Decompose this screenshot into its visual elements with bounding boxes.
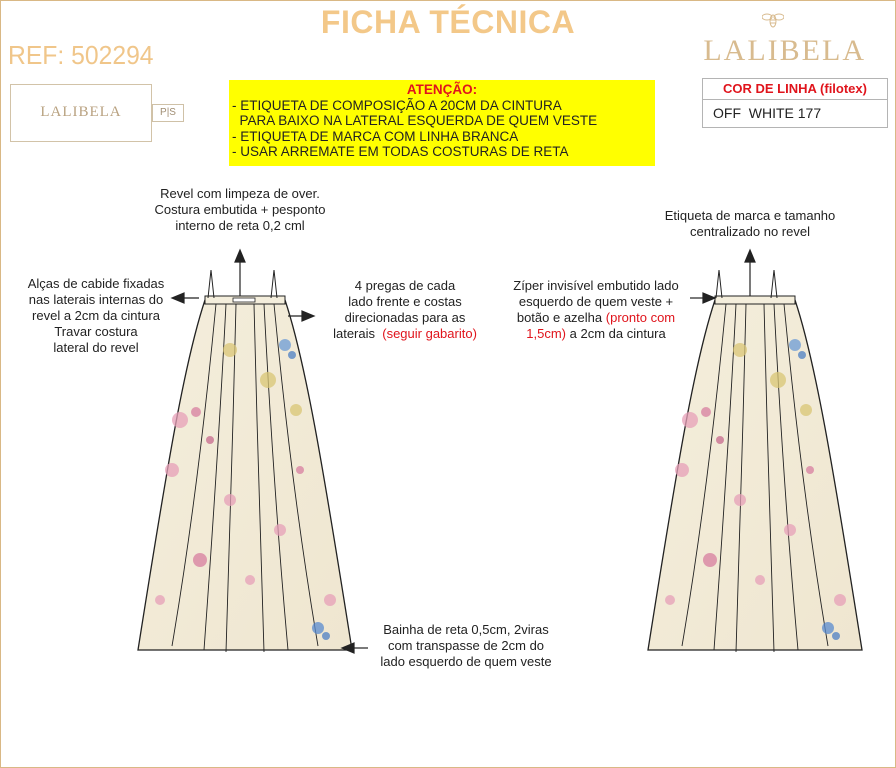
attention-line: PARA BAIXO NA LATERAL ESQUERDA DE QUEM VESTE xyxy=(232,113,598,128)
reference-number: REF: 502294 xyxy=(8,40,154,70)
size-tag: P|S xyxy=(152,104,184,122)
attention-line: - USAR ARREMATE EM TODAS COSTURAS DE RETA xyxy=(232,144,569,159)
attention-line: - ETIQUETA DE MARCA COM LINHA BRANCA xyxy=(232,128,519,144)
label-brand-text: LALIBELA xyxy=(40,104,122,120)
page-title: FICHA TÉCNICA xyxy=(320,4,576,40)
zipper-note: Zíper invisível embutido lado esquerdo de quem veste + botão e azelha (pronto com 1,5cm) a 2cm da cintura xyxy=(513,278,679,341)
hem-note: Bainha de reta 0,5cm, 2viras com transpasse de 2cm do lado esquerdo de quem veste xyxy=(380,622,552,669)
brand-logo: LALIBELA xyxy=(703,34,866,67)
straps-note: Alças de cabide fixadas nas laterais internas do revel a 2cm da cintura Travar costura lateral do revel xyxy=(27,276,165,355)
waistband-note: Revel com limpeza de over. Costura embutida + pesponto interno de reta 0,2 cml xyxy=(154,186,326,233)
attention-line: - ETIQUETA DE COMPOSIÇÃO A 20CM DA CINTURA xyxy=(232,97,562,113)
thread-color-title: COR DE LINHA (filotex) xyxy=(703,79,887,100)
attention-heading: ATENÇÃO: xyxy=(406,82,478,97)
pleats-note: 4 pregas de cada lado frente e costas direcionadas para as laterais (seguir gabarito) xyxy=(333,278,477,341)
thread-color-value: OFF WHITE 177 xyxy=(713,105,822,121)
back-label-note: Etiqueta de marca e tamanho centralizado no revel xyxy=(664,208,836,239)
